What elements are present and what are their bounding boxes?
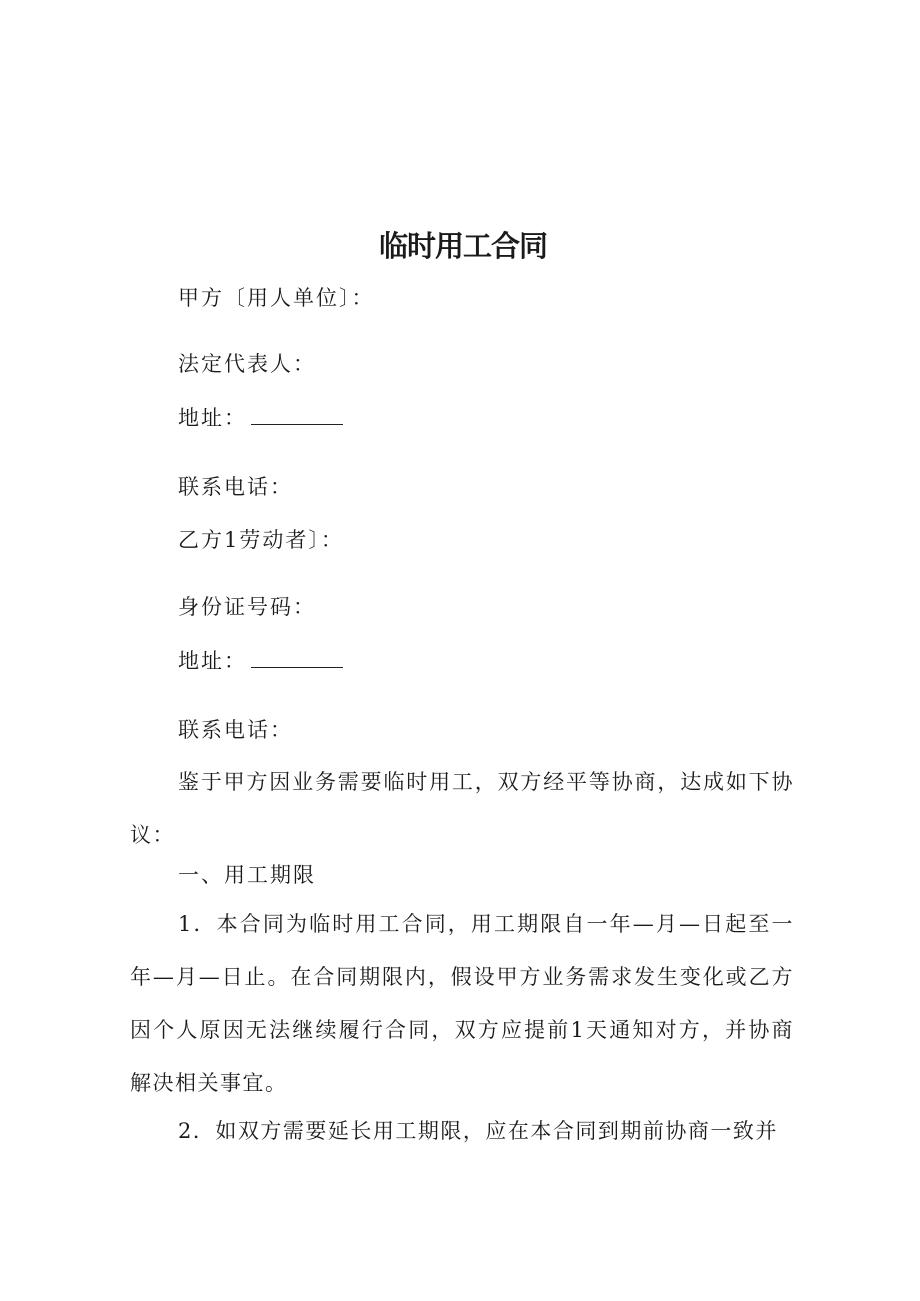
party-a-address-line [178,403,343,433]
party-b-address-blank [251,649,343,668]
document-title: 临时用工合同 [378,229,547,263]
party-b-address-line [178,646,343,676]
clause-2-paragraph: 2．如双方需要延长用工期限，应在本合同到期前协商一致并 [178,1119,778,1143]
party-b-label: 乙方1劳动者〕： [178,528,344,552]
party-a-phone: 联系电话： [178,475,293,499]
party-b-phone: 联系电话： [178,718,293,742]
section-1-heading: 一、用工期限 [178,863,316,887]
party-b-id-number: 身份证号码： [178,595,316,619]
preamble-paragraph: 鉴于甲方因业务需要临时用工，双方经平等协商，达成如下协议： [130,770,794,847]
party-a-address-label: 地址： [178,406,247,430]
party-a-address-blank [251,406,343,425]
clause-1-paragraph: 1．本合同为临时用工合同，用工期限自一年—月—日起至一年—月—日止。在合同期限内，假设甲方业务需求发生变化或乙方因个人原因无法继续履行合同，双方应提前1天通知对方，并协商解决相关事宜。 [130,912,794,1095]
party-b-address-label: 地址： [178,649,247,673]
party-a-label: 甲方〔用人单位〕： [178,286,375,310]
party-a-representative: 法定代表人： [178,352,316,376]
